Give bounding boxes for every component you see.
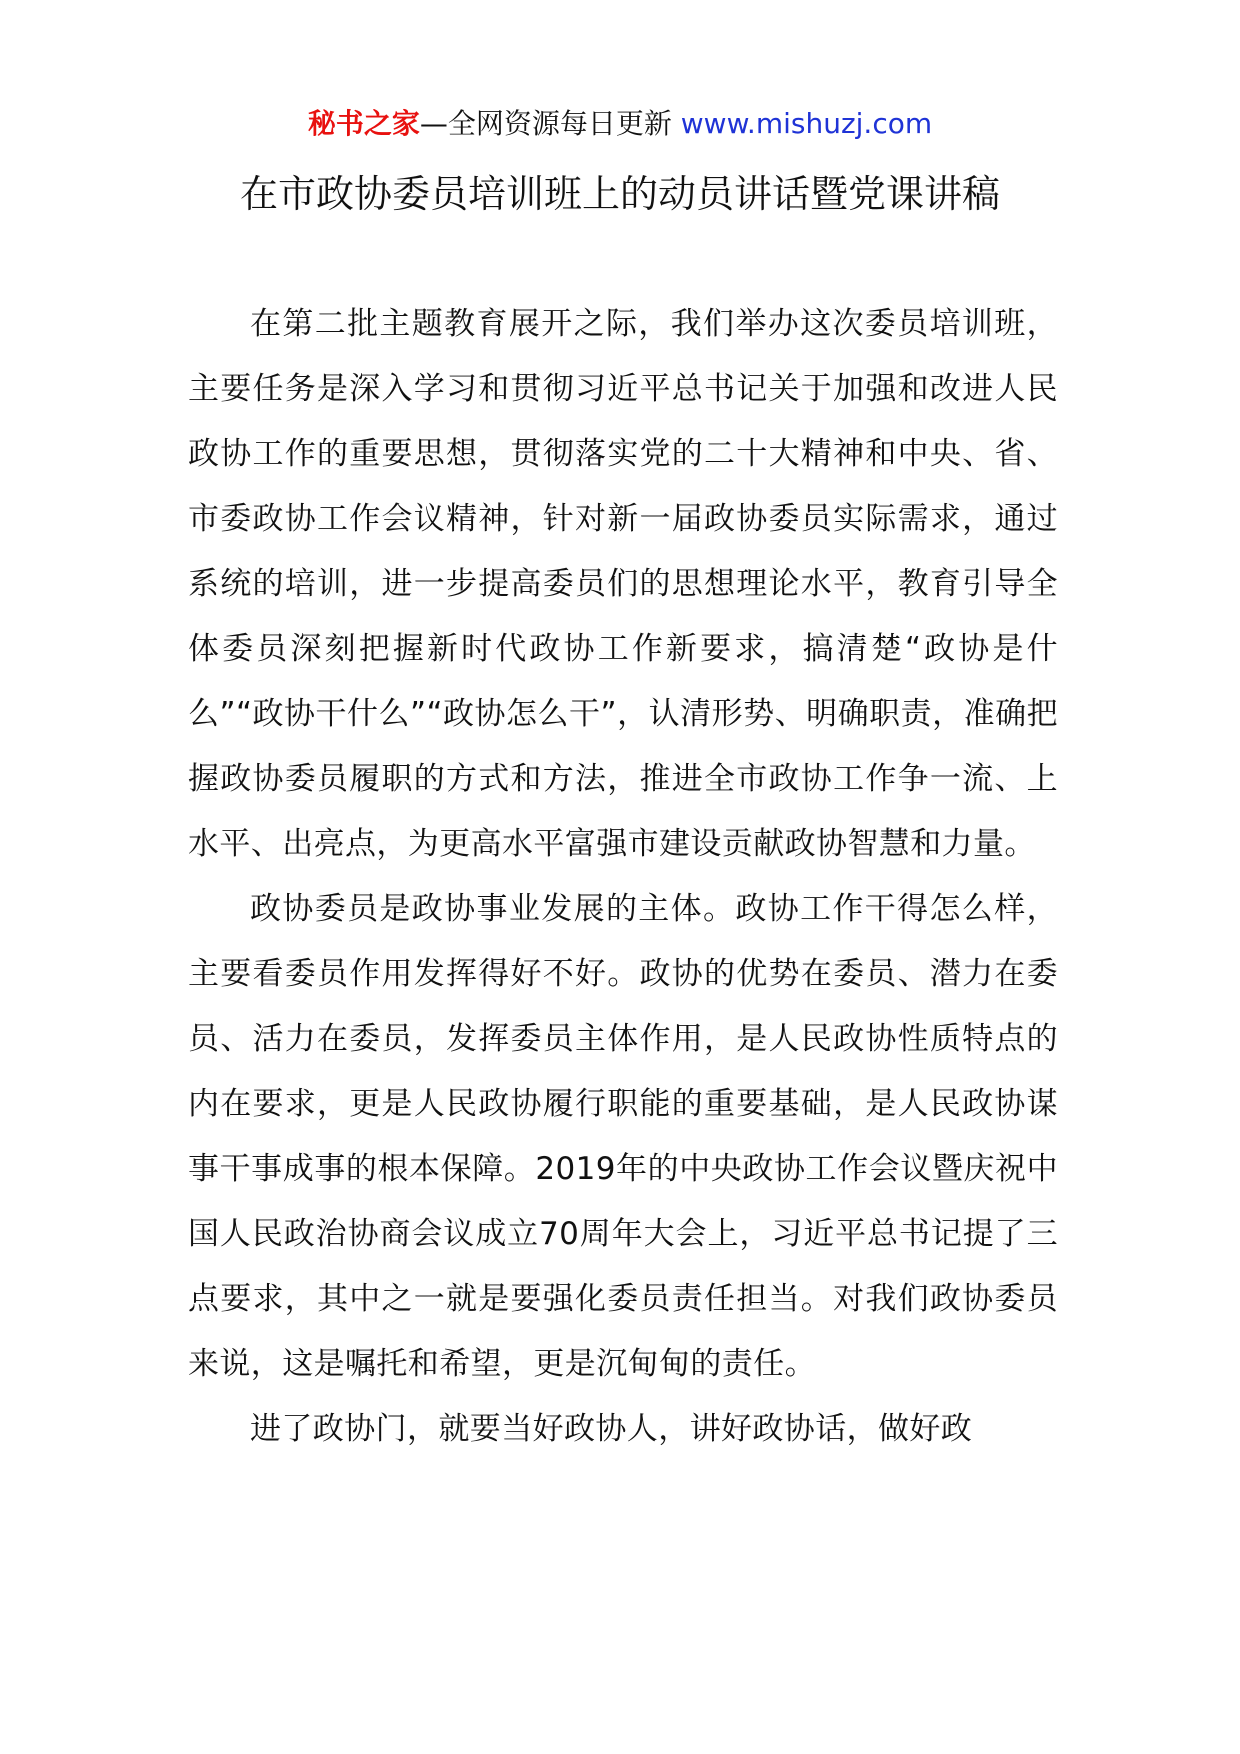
site-slogan: —全网资源每日更新 xyxy=(419,107,681,140)
paragraph-3: 进了政协门，就要当好政协人，讲好政协话，做好政 xyxy=(250,1411,973,1447)
site-brand: 秘书之家 xyxy=(307,107,420,140)
document-title: 在市政协委员培训班上的动员讲话暨党课讲稿 xyxy=(239,172,1000,216)
paragraph-1: 在第二批主题教育展开之际，我们举办这次委员培训班，主要任务是深入学习和贯彻习近平总书记关于加强和改进人民政协工作的重要思想，贯彻落实党的二十大精神和中央、省、市委政协工作会议精神，针对新一届政协委员实际需求，通过系统的培训，进一步提高委员们的思想理论水平，教育引导全体委员深刻把握新时代政协工作新要求，搞清楚“政协是什么”“政协干什么”“政协怎么干”，认清形势、明确职责，准确把握政协委员履职的方式和方法，推进全市政协工作争一流、上水平、出亮点，为更高水平富强市建设贡献政协智慧和力量。 xyxy=(188,306,1058,862)
site-header xyxy=(0,104,1240,144)
site-url-link[interactable]: www.mishuzj.com xyxy=(680,107,933,140)
paragraph-2: 政协委员是政协事业发展的主体。政协工作干得怎么样，主要看委员作用发挥得好不好。政协的优势在委员、潜力在委员、活力在委员，发挥委员主体作用，是人民政协性质特点的内在要求，更是人民政协履行职能的重要基础，是人民政协谋事干事成事的根本保障。2019年的中央政协工作会议暨庆祝中国人民政治协商会议成立70周年大会上，习近平总书记提了三点要求，其中之一就是要强化委员责任担当。对我们政协委员来说，这是嘱托和希望，更是沉甸甸的责任。 xyxy=(188,891,1058,1382)
document-body xyxy=(188,292,1058,1462)
